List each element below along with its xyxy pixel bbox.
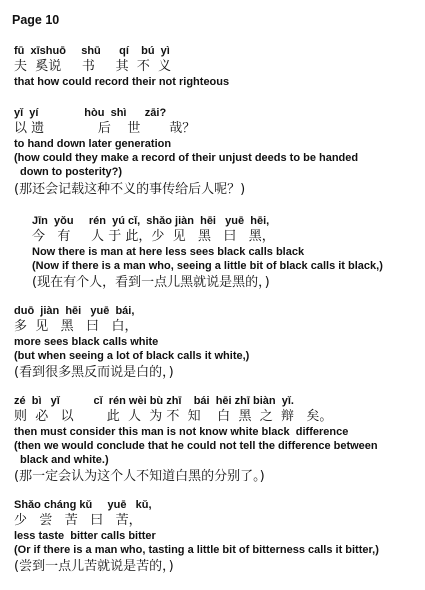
pinyin-line: Jīn yǒu rén yú cǐ, shǎo jiàn hēi yuē hēi, [32, 215, 270, 227]
page-label: Page 10 [12, 13, 60, 27]
modern-chinese-line: (那还会记载这种不义的事传给后人呢？) [14, 182, 246, 197]
translation-line: down to posterity?) [20, 166, 123, 178]
translation-line: (but when seeing a lot of black calls it white,) [14, 350, 250, 362]
gloss-line: more sees black calls white [14, 336, 159, 348]
translation-line: (then we would conclude that he could not tell the difference between [14, 440, 378, 452]
translation-line: black and white.) [20, 454, 109, 466]
chinese-line: 以 遗 后 世 哉？ [14, 121, 196, 136]
gloss-line: then must consider this man is not know white black difference [14, 426, 349, 438]
translation-line: (Or if there is a man who, tasting a little bit of bitterness calls it bitter,) [14, 544, 379, 556]
modern-chinese-line: (现在有个人，看到一点儿黑就说是黑的，) [32, 275, 270, 290]
pinyin-line: fū xīshuō shū qí bú yì [14, 45, 170, 57]
chinese-line: 多 见 黑 曰 白， [14, 319, 138, 334]
pinyin-line: zé bì yǐ cǐ rén wèi bù zhī bái hēi zhī biàn yǐ. [14, 395, 294, 407]
translation-line: (how could they make a record of their unjust deeds to be handed [14, 152, 359, 164]
pinyin-line: Shǎo cháng kǔ yuē kǔ, [14, 499, 152, 511]
gloss-line: Now there is man at here less sees black calls black [32, 246, 305, 258]
pinyin-line: duō jiàn hēi yuē bái, [14, 305, 135, 317]
gloss-line: less taste bitter calls bitter [14, 530, 156, 542]
chinese-line: 今 有 人 于 此，少 见 黑 曰 黑， [32, 229, 275, 244]
chinese-line: 则 必 以 此 人 为 不 知 白 黑 之 辩 矣。 [14, 409, 333, 424]
translation-line: (Now if there is a man who, seeing a little bit of black calls it black,) [32, 260, 383, 272]
modern-chinese-line: (那一定会认为这个人不知道白黑的分别了。) [14, 469, 265, 484]
gloss-line: that how could record their not righteous [14, 76, 230, 88]
chinese-line: 夫 奚说 书 其 不 义 [14, 59, 172, 74]
modern-chinese-line: (尝到一点儿苦就说是苦的，) [14, 559, 174, 574]
gloss-line: to hand down later generation [14, 138, 172, 150]
modern-chinese-line: (看到很多黑反而说是白的，) [14, 365, 174, 380]
chinese-line: 少 尝 苦 曰 苦， [14, 513, 142, 528]
pinyin-line: yǐ yí hòu shì zāi? [14, 107, 167, 119]
